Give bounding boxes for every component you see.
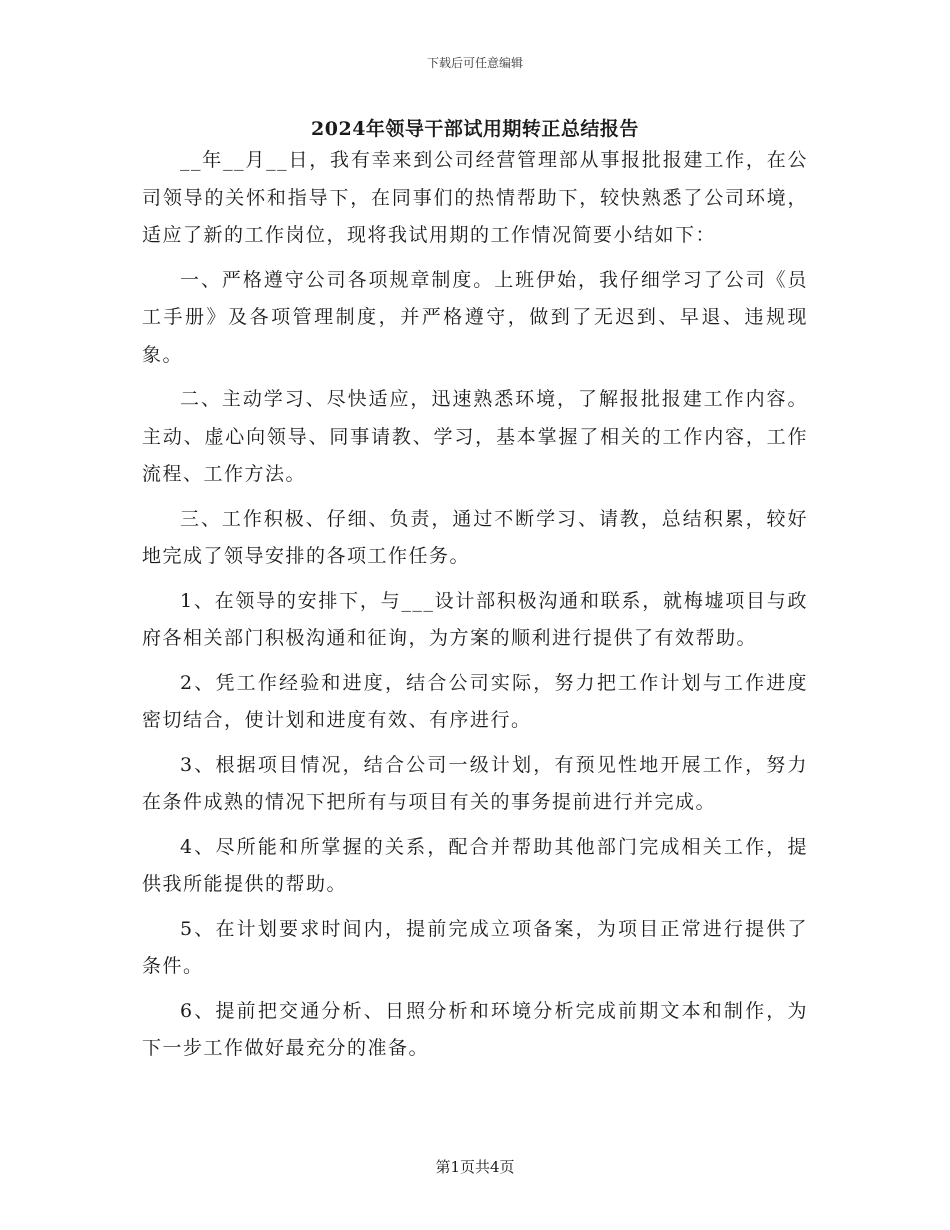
document-body: [142, 142, 808, 1075]
page-number: 第1页共4页: [435, 1158, 515, 1176]
paragraph-item-6: 6、提前把交通分析、日照分析和环境分析完成前期文本和制作，为下一步工作做好最充分的准备。: [142, 999, 808, 1059]
paragraph-item-5: 5、在计划要求时间内，提前完成立项备案，为项目正常进行提供了条件。: [142, 917, 808, 977]
paragraph-item-2: 2、凭工作经验和进度，结合公司实际，努力把工作计划与工作进度密切结合，使计划和进度有效、有序进行。: [142, 671, 808, 731]
paragraph-intro: __年__月__日，我有幸来到公司经营管理部从事报批报建工作，在公司领导的关怀和指导下，在同事们的热情帮助下，较快熟悉了公司环境，适应了新的工作岗位，现将我试用期的工作情况简要小结如下：: [142, 149, 808, 246]
header-note: 下载后可任意编辑: [426, 56, 523, 70]
paragraph-item-1: 1、在领导的安排下，与___设计部积极沟通和联系，就梅墟项目与政府各相关部门积极沟通和征询，为方案的顺利进行提供了有效帮助。: [142, 589, 808, 649]
document-title: 2024年领导干部试用期转正总结报告: [311, 118, 639, 140]
paragraph-section-2: 二、主动学习、尽快适应，迅速熟悉环境，了解报批报建工作内容。主动、虚心向领导、同事请教、学习，基本掌握了相关的工作内容，工作流程、工作方法。: [142, 388, 808, 485]
paragraph-section-3: 三、工作积极、仔细、负责，通过不断学习、请教，总结积累，较好地完成了领导安排的各项工作任务。: [142, 507, 808, 567]
paragraph-item-3: 3、根据项目情况，结合公司一级计划，有预见性地开展工作，努力在条件成熟的情况下把所有与项目有关的事务提前进行并完成。: [142, 753, 808, 813]
paragraph-item-4: 4、尽所能和所掌握的关系，配合并帮助其他部门完成相关工作，提供我所能提供的帮助。: [142, 835, 808, 895]
paragraph-section-1: 一、严格遵守公司各项规章制度。上班伊始，我仔细学习了公司《员工手册》及各项管理制度，并严格遵守，做到了无迟到、早退、违规现象。: [142, 268, 808, 366]
